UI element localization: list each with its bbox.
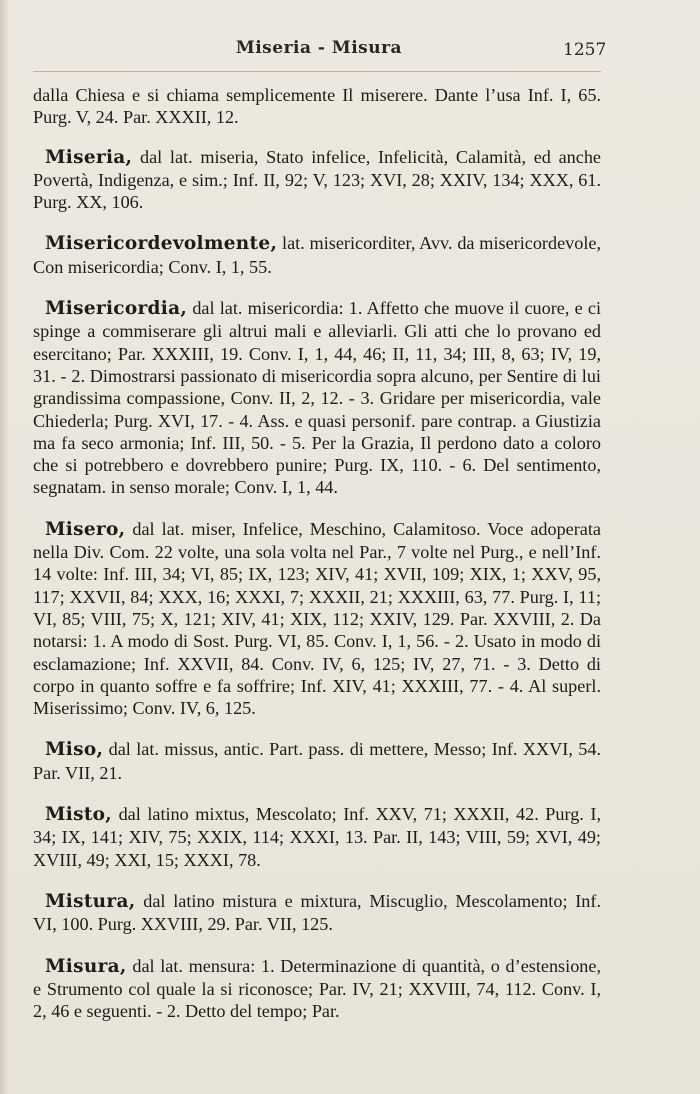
running-head-title: Miseria - Misura	[235, 38, 403, 58]
entry-misero	[33, 518, 601, 720]
entry-misura	[33, 955, 601, 1023]
headword-misto: Misto,	[45, 804, 113, 826]
dictionary-content	[33, 84, 601, 1041]
entry-mistura	[33, 890, 601, 936]
entry-text-misto: dal latino mixtus, Mescolato; Inf. XXV, 71; XXXII, 42. Purg. I, 34; IX, 141; XIV, 75; XXIX, 114; XXXI, 13. Par. II, 143; VIII, 59; XVI, 49; XVIII, 49; XXI, 15; XXXI, 78.	[33, 804, 601, 870]
entry-text-misero: dal lat. miser, Infelice, Meschino, Calamitoso. Voce adoperata nella Div. Com. 22 volte, una sola volta nel Par., 7 volte nel Purg., e nell’Inf. 14 volte: Inf. III, 34; VI, 85; IX, 123; XIV, 41; XVII, 109; XIX, 1; XXV, 95, 117; XXVII, 84; XXX, 16; XXXI, 7; XXXII, 21; XXXIII, 63, 77. Purg. I, 11; VI, 85; VIII, 75; X, 121; XIV, 41; XIX, 112; XXIV, 129. Par. XXVIII, 2. Da notarsi: 1. A modo di Sost. Purg. VI, 85. Conv. I, 1, 56. - 2. Usato in modo di esclamazione; Inf. XXVII, 84. Conv. IV, 6, 125; IV, 27, 71. - 3. Detto di corpo in quanto soffre e fa soffrire; Inf. XIV, 41; XXXIII, 77. - 4. Al superl. Miserissimo; Conv. IV, 6, 125.	[33, 518, 601, 719]
entry-misericordevolmente	[33, 232, 601, 278]
entry-misericordia	[33, 297, 601, 499]
entry-text-misericordia: dal lat. misericordia: 1. Affetto che muove il cuore, e ci spinge a commiserare gli altrui mali e alleviarli. Gli atti che lo provano ed esercitano; Par. XXXIII, 19. Conv. I, 1, 44, 46; II, 11, 34; III, 8, 63; IV, 19, 31. - 2. Dimostrarsi passionato di misericordia sopra alcuno, per Sentire di lui grandissima compassione, Conv. II, 2, 12. - 3. Gridare per misericordia, vale Chiederla; Purg. XVI, 17. - 4. Ass. e quasi personif. pare contrap. a Giustizia ma fa seco armonia; Inf. III, 50. - 5. Per la Grazia, Il perdono dato a coloro che si potrebbero e dovrebbero punire; Purg. IX, 110. - 6. Del sentimento, segnatam. in senso morale; Conv. I, 1, 44.	[33, 298, 601, 498]
entry-misto	[33, 803, 601, 871]
entry-continuation	[33, 84, 601, 129]
entry-text-miseria: dal lat. miseria, Stato infelice, Infelicità, Calamità, ed anche Povertà, Indigenza, e sim.; Inf. II, 92; V, 123; XVI, 28; XXIV, 134; XXX, 61. Purg. XX, 106.	[33, 146, 601, 213]
headword-misero: Misero,	[45, 518, 126, 540]
page-number: 1257	[563, 40, 607, 60]
entry-miseria	[33, 146, 601, 214]
entry-miso	[33, 738, 601, 784]
headword-mistura: Mistura,	[45, 890, 136, 912]
headword-misericordia: Misericordia,	[45, 298, 188, 320]
entry-text-continuation: dalla Chiesa e si chiama semplicemente Il miserere. Dante l’usa Inf. I, 65. Purg. V, 24. Par. XXXII, 12.	[33, 85, 601, 128]
entry-text-misura: dal lat. mensura: 1. Determinazione di quantità, o d’estensione, e Strumento col quale la si riconosce; Par. IV, 21; XXVIII, 74, 112. Conv. I, 2, 46 e seguenti. - 2. Detto del tempo; Par.	[33, 955, 601, 1022]
headword-misura: Misura,	[45, 955, 127, 977]
entry-text-misericordevolmente: lat. misericorditer, Avv. da misericordevole, Con misericordia; Conv. I, 1, 55.	[33, 233, 602, 277]
headword-miso: Miso,	[45, 739, 104, 761]
headword-miseria: Miseria,	[45, 146, 133, 168]
running-head	[34, 32, 607, 70]
header-rule	[33, 71, 601, 72]
entry-text-miso: dal lat. missus, antic. Part. pass. di mettere, Messo; Inf. XXVI, 54. Par. VII, 21.	[33, 739, 602, 783]
headword-misericordevolmente: Misericordevolmente,	[45, 233, 278, 255]
entry-text-mistura: dal latino mistura e mixtura, Miscuglio, Mescolamento; Inf. VI, 100. Purg. XXVIII, 29. Par. VII, 125.	[33, 890, 602, 935]
